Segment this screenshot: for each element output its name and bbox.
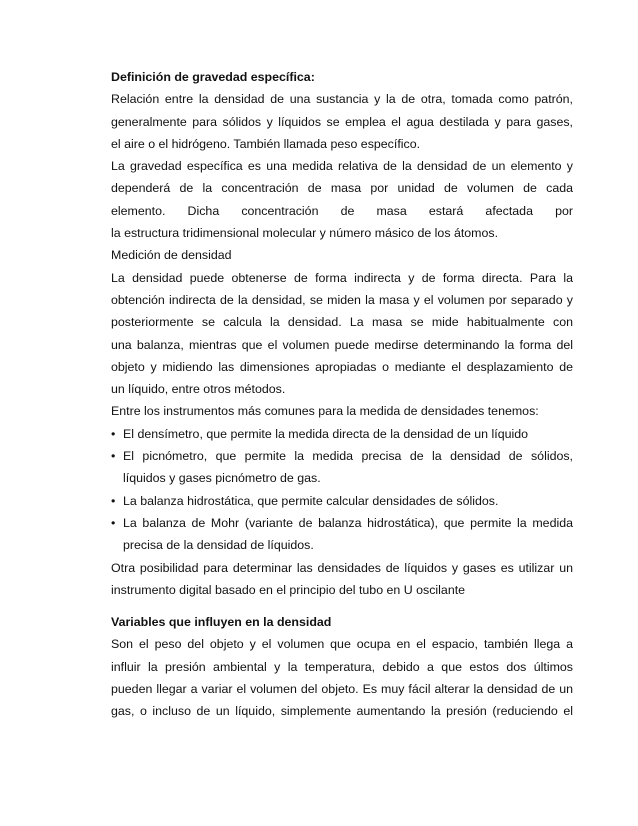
text-line: Son el peso del objeto y el volumen que ocupa en el espacio, también llega a	[111, 637, 573, 652]
text-line: pueden llegar a variar el volumen del objeto. Es muy fácil alterar la densidad de un	[111, 682, 573, 697]
paragraph-definition	[111, 88, 573, 155]
text-line: objeto y midiendo las dimensiones apropiadas o mediante el desplazamiento de	[111, 359, 573, 374]
bullet-icon: •	[111, 493, 116, 508]
list-item-text: La balanza de Mohr (variante de balanza hidrostática), que permite la medida	[123, 515, 573, 530]
text-line: gas, o incluso de un líquido, simplemente aumentando la presión (reduciendo el	[111, 704, 573, 719]
bullet-icon: •	[111, 426, 116, 441]
text-line: generalmente para sólidos y líquidos se emplea el agua destilada y para gases,	[111, 114, 573, 129]
text-line: Relación entre la densidad de una sustancia y la de otra, tomada como patrón,	[111, 92, 573, 107]
bullet-icon: •	[111, 449, 116, 464]
heading-specific-gravity: Definición de gravedad específica:	[111, 70, 315, 84]
text-line: instrumento digital basado en el principio del tubo en U oscilante	[111, 582, 466, 597]
text-line: una balanza, mientras que el volumen puede medirse determinando la forma del	[111, 337, 573, 352]
list-item-text: El picnómetro, que permite la medida precisa de la densidad de sólidos,	[123, 449, 573, 464]
text-line: influir la presión ambiental y la temperatura, debido a que estos dos últimos	[111, 659, 573, 674]
list-item-text: La balanza hidrostática, que permite calcular densidades de sólidos.	[123, 493, 499, 508]
text-line: posteriormente se calcula la densidad. La masa se mide habitualmente con	[111, 315, 573, 330]
list-item-text: El densímetro, que permite la medida directa de la densidad de un líquido	[123, 426, 529, 441]
list-item-text: precisa de la densidad de líquidos.	[123, 538, 314, 553]
document-page	[111, 66, 573, 723]
list-item-text: líquidos y gases picnómetro de gas.	[123, 471, 321, 486]
text-line: el aire o el hidrógeno. También llamada peso específico.	[111, 136, 421, 151]
text-line: dependerá de la concentración de masa por unidad de volumen de cada	[111, 181, 573, 196]
text-line: La gravedad específica es una medida relativa de la densidad de un elemento y	[111, 159, 573, 174]
list-item	[111, 490, 573, 512]
text-line: La densidad puede obtenerse de forma indirecta y de forma directa. Para la	[111, 270, 573, 285]
list-item	[111, 512, 573, 557]
heading-density-measurement: Medición de densidad	[111, 248, 232, 263]
paragraph-measurement	[111, 267, 573, 401]
list-item	[111, 445, 573, 490]
instruments-intro: Entre los instrumentos más comunes para la medida de densidades tenemos:	[111, 404, 539, 419]
paragraph-variables	[111, 633, 573, 722]
text-line: elemento. Dicha concentración de masa estará afectada por	[111, 203, 573, 218]
bullet-icon: •	[111, 515, 116, 530]
text-line: obtención indirecta de la densidad, se miden la masa y el volumen por separado y	[111, 292, 573, 307]
text-line: Otra posibilidad para determinar las densidades de líquidos y gases es utilizar un	[111, 560, 573, 575]
list-item	[111, 423, 573, 445]
paragraph-relative-measure	[111, 155, 573, 244]
paragraph-digital-instrument	[111, 557, 573, 602]
heading-density-variables: Variables que influyen en la densidad	[111, 615, 332, 630]
instruments-list	[111, 423, 573, 557]
text-line: la estructura tridimensional molecular y número másico de los átomos.	[111, 226, 499, 241]
text-line: un líquido, entre otros métodos.	[111, 382, 286, 397]
